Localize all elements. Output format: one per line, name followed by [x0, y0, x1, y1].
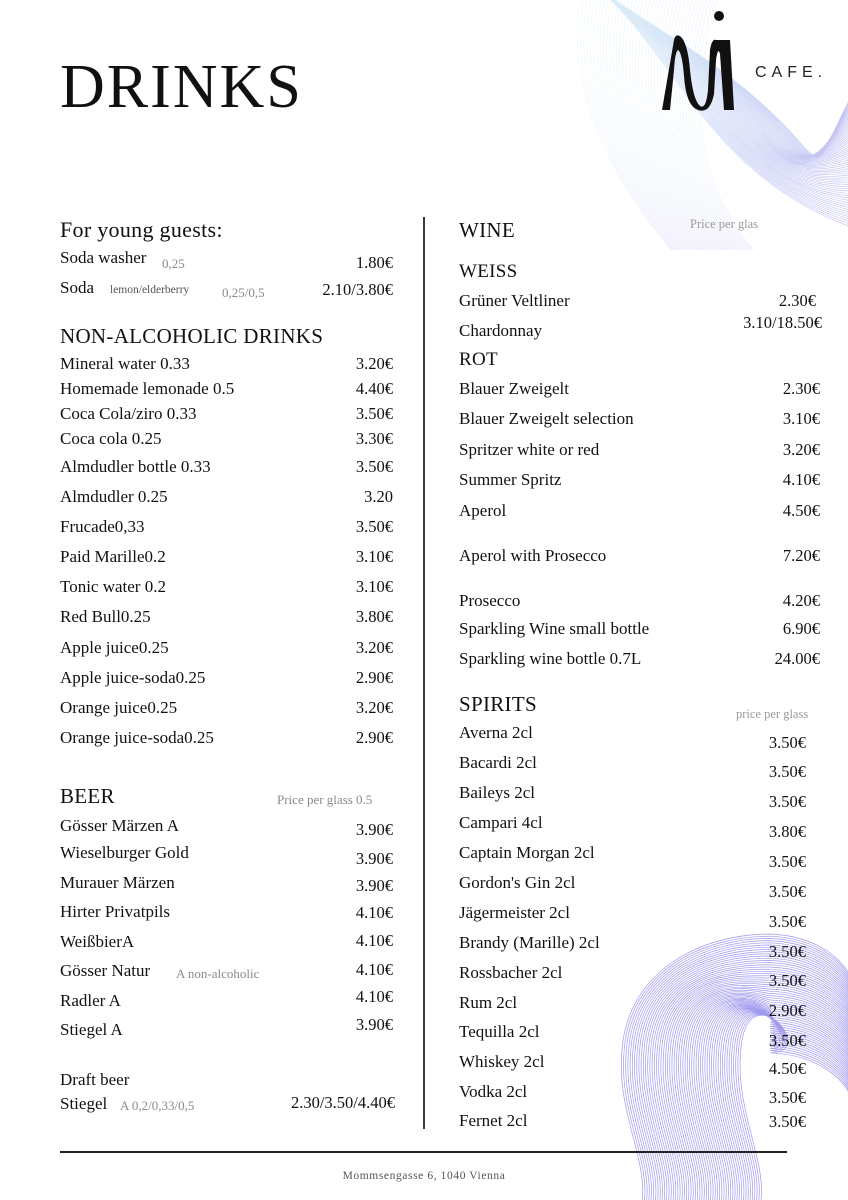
item-name: Tonic water 0.2 — [60, 577, 166, 596]
item-name: Radler A — [60, 991, 121, 1010]
section-heading-wine: WINE — [459, 218, 516, 242]
item-name: Homemade lemonade 0.5 — [60, 379, 235, 398]
item-price: 24.00€ — [774, 649, 820, 668]
item-price: 2.30€ — [782, 379, 820, 398]
spirits-price-note: price per glass — [736, 707, 809, 721]
draft-beer-heading: Draft beer — [60, 1070, 130, 1089]
wine-price-note: Price per glas — [690, 217, 759, 231]
item-price: 3.50€ — [768, 971, 806, 990]
item-name: Averna 2cl — [459, 723, 533, 742]
item-name: Grüner Veltliner — [459, 291, 570, 310]
item-name: Murauer Märzen — [60, 873, 175, 892]
item-name: Whiskey 2cl — [459, 1052, 545, 1071]
item-price: 3.10€ — [355, 547, 393, 566]
item-name: Red Bull0.25 — [60, 607, 151, 626]
item-price: 3.20€ — [355, 698, 393, 717]
item-price: 3.50€ — [355, 457, 393, 476]
item-name: Almdudler bottle 0.33 — [60, 457, 211, 476]
item-price: 4.10€ — [355, 960, 393, 979]
item-flavor: lemon/elderberry — [110, 284, 190, 296]
item-price: 3.10€ — [355, 577, 393, 596]
item-name: Bacardi 2cl — [459, 753, 537, 772]
column-divider — [423, 217, 425, 1129]
item-name: Blauer Zweigelt selection — [459, 409, 634, 428]
item-price: 3.50€ — [768, 942, 806, 961]
item-name: Gordon's Gin 2cl — [459, 873, 576, 892]
section-heading-non-alcoholic: NON-ALCOHOLIC DRINKS — [60, 324, 324, 348]
item-price: 3.80€ — [355, 607, 393, 626]
item-name: Summer Spritz — [459, 470, 562, 489]
item-price: 3.20€ — [355, 354, 393, 373]
item-price: 7.20€ — [782, 546, 820, 565]
item-price: 3.50€ — [768, 912, 806, 931]
item-name: Wieselburger Gold — [60, 843, 189, 862]
subheading-weiss: WEISS — [459, 261, 518, 282]
item-name: Chardonnay — [459, 321, 543, 340]
item-price: 3.50€ — [768, 792, 806, 811]
cafe-logo-icon — [660, 10, 750, 112]
item-price: 1.80€ — [355, 253, 393, 272]
item-price: 4.10€ — [782, 470, 820, 489]
item-price: 3.10/18.50€ — [743, 313, 822, 332]
item-price: 3.10€ — [782, 409, 820, 428]
item-name: Aperol with Prosecco — [459, 546, 607, 565]
item-price: 2.90€ — [355, 668, 393, 687]
section-heading-beer: BEER — [60, 784, 115, 808]
footer-address: Mommsengasse 6, 1040 Vienna — [342, 1170, 506, 1182]
subheading-rot: ROT — [459, 349, 498, 370]
item-name: WeißbierA — [60, 932, 135, 951]
item-price: 3.50€ — [768, 1088, 806, 1107]
item-name: Mineral water 0.33 — [60, 354, 190, 373]
item-name: Campari 4cl — [459, 813, 543, 832]
item-note: A non-alcoholic — [176, 966, 260, 981]
item-price: 4.10€ — [355, 931, 393, 950]
item-price: 3.50€ — [355, 517, 393, 536]
item-price: 4.10€ — [355, 987, 393, 1006]
item-name: Brandy (Marille) 2cl — [459, 933, 600, 952]
item-price: 3.20 — [364, 487, 393, 506]
item-name: Orange juice-soda0.25 — [60, 728, 214, 747]
item-name: Gösser Märzen A — [60, 816, 179, 835]
item-price: 3.30€ — [355, 429, 393, 448]
item-name: Vodka 2cl — [459, 1082, 528, 1101]
item-name: Soda — [60, 278, 94, 297]
item-price: 4.20€ — [782, 591, 820, 610]
item-price: 3.50€ — [355, 404, 393, 423]
item-price: 4.50€ — [768, 1059, 806, 1078]
item-name: Prosecco — [459, 591, 521, 610]
footer-divider — [60, 1151, 787, 1153]
item-name: Hirter Privatpils — [60, 902, 171, 921]
item-name: Rossbacher 2cl — [459, 963, 563, 982]
item-price: 2.30/3.50/4.40€ — [290, 1093, 395, 1112]
item-price: 4.10€ — [355, 903, 393, 922]
page-title: DRINKS — [60, 53, 303, 121]
item-name: Jägermeister 2cl — [459, 903, 570, 922]
item-name: Tequilla 2cl — [459, 1022, 540, 1041]
item-price: 2.10/3.80€ — [322, 280, 393, 299]
item-name: Baileys 2cl — [459, 783, 536, 802]
item-name: Gösser Natur — [60, 961, 151, 980]
beer-price-note: Price per glass 0.5 — [277, 792, 373, 807]
item-name: Soda washer — [60, 248, 147, 267]
item-price: 3.90€ — [355, 1015, 393, 1034]
item-name: Almdudler 0.25 — [60, 487, 168, 506]
item-price: 3.50€ — [768, 1112, 806, 1131]
item-name: Frucade0,33 — [60, 517, 145, 536]
item-name: Blauer Zweigelt — [459, 379, 569, 398]
item-name: Coca cola 0.25 — [60, 429, 162, 448]
section-heading-young-guests: For young guests: — [60, 217, 223, 242]
decorative-wave-bottom — [620, 930, 848, 1200]
item-name: Fernet 2cl — [459, 1111, 528, 1130]
item-name: Rum 2cl — [459, 993, 518, 1012]
item-price: 2.30€ — [778, 291, 816, 310]
item-name: Apple juice0.25 — [60, 638, 169, 657]
item-name: Apple juice-soda0.25 — [60, 668, 206, 687]
item-name: Sparkling wine bottle 0.7L — [459, 649, 642, 668]
item-price: 2.90€ — [355, 728, 393, 747]
item-size: A 0,2/0,33/0,5 — [120, 1098, 195, 1113]
item-name: Sparkling Wine small bottle — [459, 619, 650, 638]
item-price: 3.90€ — [355, 876, 393, 895]
item-name: Spritzer white or red — [459, 440, 600, 459]
item-price: 4.40€ — [355, 379, 393, 398]
item-price: 6.90€ — [782, 619, 820, 638]
item-price: 3.50€ — [768, 1031, 806, 1050]
item-price: 3.50€ — [768, 882, 806, 901]
item-name: Stiegel A — [60, 1020, 123, 1039]
item-name: Paid Marille0.2 — [60, 547, 166, 566]
item-price: 4.50€ — [782, 501, 820, 520]
item-price: 3.20€ — [355, 638, 393, 657]
item-name: Stiegel — [60, 1094, 108, 1113]
item-name: Captain Morgan 2cl — [459, 843, 595, 862]
item-price: 2.90€ — [768, 1001, 806, 1020]
item-price: 3.50€ — [768, 852, 806, 871]
item-price: 3.50€ — [768, 733, 806, 752]
item-size: 0,25/0,5 — [222, 285, 265, 300]
item-name: Coca Cola/ziro 0.33 — [60, 404, 197, 423]
item-size: 0,25 — [162, 256, 185, 271]
brand-name: CAFE. — [755, 64, 828, 81]
item-price: 3.20€ — [782, 440, 820, 459]
item-price: 3.90€ — [355, 820, 393, 839]
item-name: Aperol — [459, 501, 507, 520]
item-price: 3.50€ — [768, 762, 806, 781]
item-price: 3.80€ — [768, 822, 806, 841]
item-name: Orange juice0.25 — [60, 698, 178, 717]
item-price: 3.90€ — [355, 849, 393, 868]
section-heading-spirits: SPIRITS — [459, 692, 537, 716]
